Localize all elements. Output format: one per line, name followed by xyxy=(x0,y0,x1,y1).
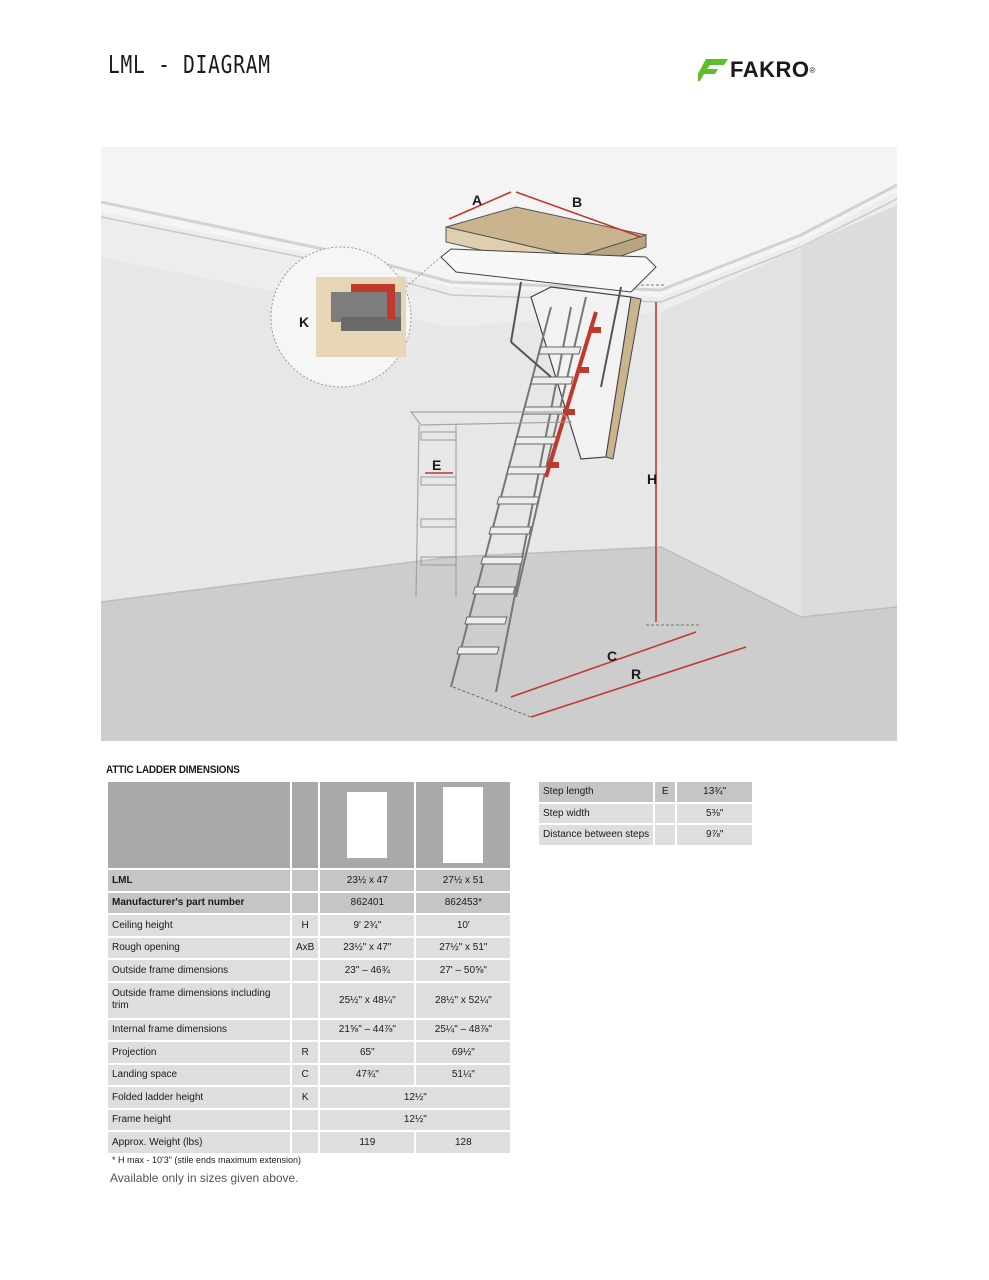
row-value-1: 9' 2¾" xyxy=(320,915,414,936)
row-symbol: C xyxy=(292,1065,318,1086)
row-value-2: 27½" x 51" xyxy=(416,938,510,959)
row-symbol xyxy=(292,870,318,891)
brand-swoosh-icon xyxy=(698,59,728,81)
row-value: 9⅞" xyxy=(677,825,752,845)
row-symbol xyxy=(292,983,318,1018)
row-label: Manufacturer's part number xyxy=(108,893,290,914)
table-row xyxy=(539,782,752,802)
row-value-2: 28½" x 52¼" xyxy=(416,983,510,1018)
row-label: Outside frame dimensions including trim xyxy=(108,983,290,1018)
header-blank xyxy=(292,782,318,868)
row-value-1: 21⅝" – 44⅞" xyxy=(320,1020,414,1041)
row-label: Step width xyxy=(539,804,653,824)
row-label: Frame height xyxy=(108,1110,290,1131)
row-value-merged: 12½" xyxy=(320,1087,510,1108)
row-symbol xyxy=(292,1110,318,1131)
row-value-1: 119 xyxy=(320,1132,414,1153)
row-label: Ceiling height xyxy=(108,915,290,936)
row-symbol: R xyxy=(292,1042,318,1063)
row-value-1: 23" – 46¾ xyxy=(320,960,414,981)
footnote: * H max - 10'3" (stile ends maximum extension) xyxy=(112,1155,301,1165)
dimensions-table xyxy=(106,780,512,1155)
row-symbol xyxy=(292,893,318,914)
row-label: Projection xyxy=(108,1042,290,1063)
dimension-label-h: H xyxy=(647,471,658,487)
row-symbol xyxy=(292,1020,318,1041)
table-row xyxy=(108,983,510,1018)
table-row xyxy=(108,915,510,936)
row-symbol: K xyxy=(292,1087,318,1108)
dimension-label-k: K xyxy=(299,314,310,330)
brand-registered-mark: ® xyxy=(809,65,816,75)
row-value-1: 25½" x 48¼" xyxy=(320,983,414,1018)
row-label: Landing space xyxy=(108,1065,290,1086)
table-row xyxy=(108,1042,510,1063)
row-symbol xyxy=(655,804,675,824)
dimension-label-r: R xyxy=(631,666,642,682)
row-label: Distance between steps xyxy=(539,825,653,845)
row-value: 5⅜" xyxy=(677,804,752,824)
table-row xyxy=(108,893,510,914)
ladder-diagram xyxy=(101,147,897,741)
dimension-label-a: A xyxy=(472,192,483,208)
table-row xyxy=(108,1132,510,1153)
row-value-2: 128 xyxy=(416,1132,510,1153)
row-label: Folded ladder height xyxy=(108,1087,290,1108)
table-row xyxy=(108,870,510,891)
table-row xyxy=(108,1110,510,1131)
row-label: Step length xyxy=(539,782,653,802)
table-row xyxy=(108,1087,510,1108)
table-row xyxy=(108,1065,510,1086)
header-blank xyxy=(108,782,290,868)
row-symbol xyxy=(292,960,318,981)
row-symbol xyxy=(655,825,675,845)
page-title: LML - DIAGRAM xyxy=(108,50,271,79)
row-symbol xyxy=(292,1132,318,1153)
brand-name: FAKRO xyxy=(730,57,810,82)
row-value: 13¾" xyxy=(677,782,752,802)
row-value-1: 47¾" xyxy=(320,1065,414,1086)
dimension-label-c: C xyxy=(607,648,618,664)
table-row xyxy=(539,825,752,845)
availability-note: Available only in sizes given above. xyxy=(110,1171,299,1185)
brand-logo xyxy=(698,57,815,83)
row-value-2: 10' xyxy=(416,915,510,936)
dimension-label-b: B xyxy=(572,194,583,210)
row-value-2: 69½" xyxy=(416,1042,510,1063)
row-symbol: AxB xyxy=(292,938,318,959)
size-2-preview xyxy=(416,782,510,868)
row-symbol: H xyxy=(292,915,318,936)
table-row xyxy=(108,960,510,981)
row-value-1: 862401 xyxy=(320,893,414,914)
row-label: Outside frame dimensions xyxy=(108,960,290,981)
row-label: Rough opening xyxy=(108,938,290,959)
row-value-2: 27' – 50⅝" xyxy=(416,960,510,981)
row-symbol: E xyxy=(655,782,675,802)
steps-table xyxy=(537,780,754,847)
row-value-2: 862453* xyxy=(416,893,510,914)
row-label: LML xyxy=(108,870,290,891)
row-value-1: 65" xyxy=(320,1042,414,1063)
row-value-1: 23½ x 47 xyxy=(320,870,414,891)
table-header-row xyxy=(108,782,510,868)
row-label: Approx. Weight (lbs) xyxy=(108,1132,290,1153)
row-label: Internal frame dimensions xyxy=(108,1020,290,1041)
row-value-1: 23½" x 47" xyxy=(320,938,414,959)
row-value-merged: 12½" xyxy=(320,1110,510,1131)
table-row xyxy=(108,1020,510,1041)
table-row xyxy=(539,804,752,824)
row-value-2: 25¼" – 48⅞" xyxy=(416,1020,510,1041)
dimension-label-e: E xyxy=(432,457,442,473)
dimensions-section-title: ATTIC LADDER DIMENSIONS xyxy=(106,764,240,776)
size-1-preview xyxy=(320,782,414,868)
row-value-2: 51¼" xyxy=(416,1065,510,1086)
table-row xyxy=(108,938,510,959)
row-value-2: 27½ x 51 xyxy=(416,870,510,891)
